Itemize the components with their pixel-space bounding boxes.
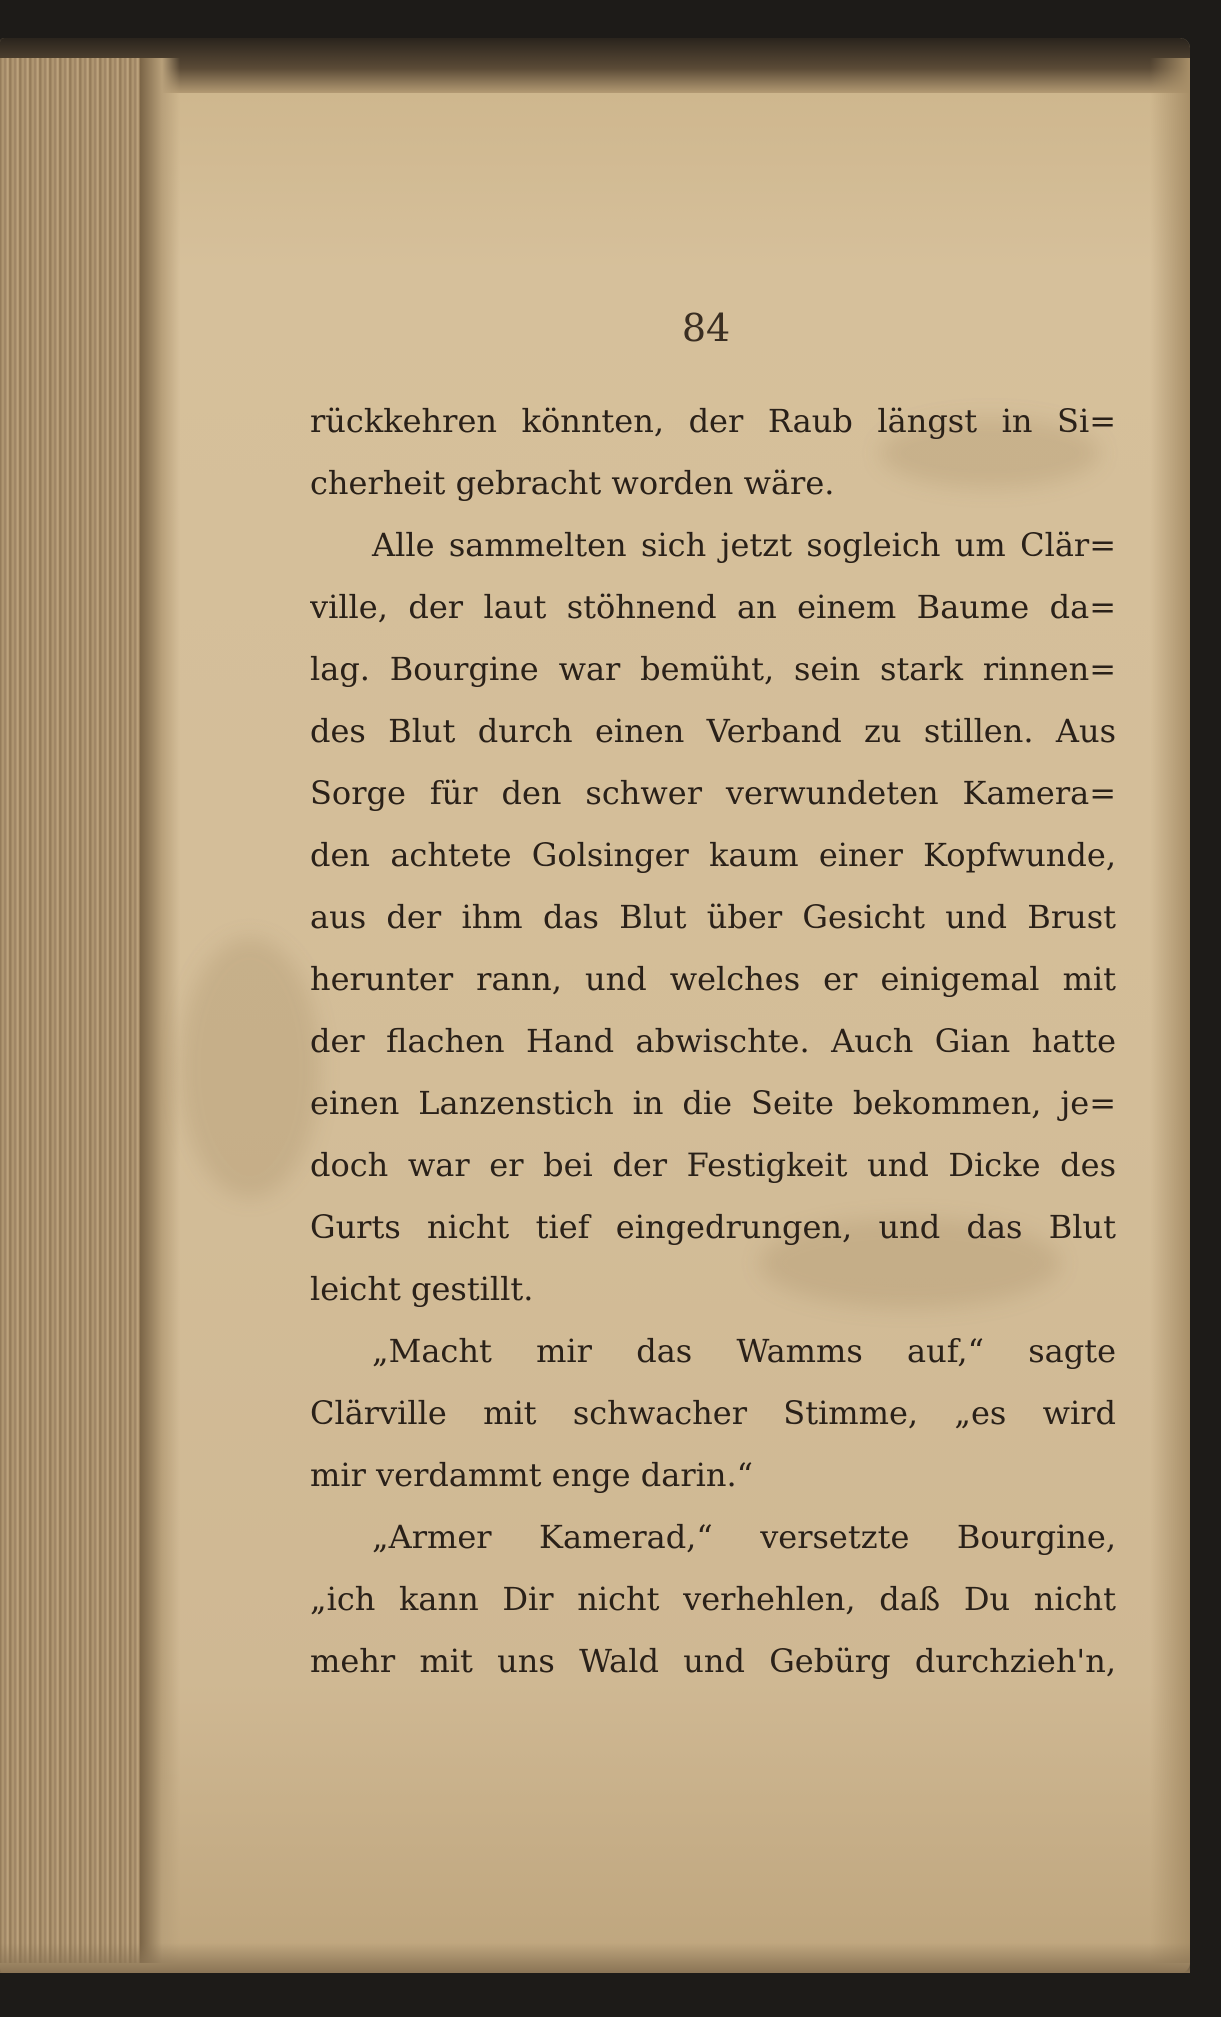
text-line: „Macht mir das Wamms auf,“ sagte: [372, 1332, 1116, 1370]
book-page: [0, 38, 1190, 1973]
page-stack-edge: [0, 58, 140, 1963]
text-line: cherheit gebracht worden wäre.: [310, 464, 835, 502]
page-number: 84: [681, 306, 731, 350]
text-line: Alle sammelten sich jetzt sogleich um Clär=: [372, 526, 1116, 564]
text-line: aus der ihm das Blut über Gesicht und Brust: [310, 898, 1116, 936]
page-right-edge: [1150, 58, 1190, 1963]
text-line: herunter rann, und welches er einigemal mit: [310, 960, 1116, 998]
text-line: doch war er bei der Festigkeit und Dicke des: [310, 1146, 1116, 1184]
text-line: Sorge für den schwer verwundeten Kamera=: [310, 774, 1116, 812]
binding-gutter: [140, 58, 180, 1963]
text-line: des Blut durch einen Verband zu stillen. Aus: [310, 712, 1116, 750]
text-line: rückkehren könnten, der Raub längst in Si=: [310, 402, 1116, 440]
text-line: Clärville mit schwacher Stimme, „es wird: [310, 1394, 1116, 1432]
text-line: der flachen Hand abwischte. Auch Gian hatte: [310, 1022, 1116, 1060]
text-line: lag. Bourgine war bemüht, sein stark rinnen=: [310, 650, 1116, 688]
text-line: „ich kann Dir nicht verhehlen, daß Du nicht: [310, 1580, 1116, 1618]
paper-stain: [180, 938, 320, 1198]
text-line: mehr mit uns Wald und Gebürg durchzieh'n,: [310, 1642, 1116, 1680]
body-text: [310, 390, 1116, 1692]
text-line: Gurts nicht tief eingedrungen, und das Blut: [310, 1208, 1116, 1246]
text-line: leicht gestillt.: [310, 1270, 534, 1308]
text-line: mir verdammt enge darin.“: [310, 1456, 754, 1494]
text-line: ville, der laut stöhnend an einem Baume da=: [310, 588, 1116, 626]
page-bottom-edge: [0, 1943, 1190, 1973]
text-line: den achtete Golsinger kaum einer Kopfwunde,: [310, 836, 1116, 874]
text-line: „Armer Kamerad,“ versetzte Bourgine,: [372, 1518, 1116, 1556]
text-line: einen Lanzenstich in die Seite bekommen, je=: [310, 1084, 1116, 1122]
